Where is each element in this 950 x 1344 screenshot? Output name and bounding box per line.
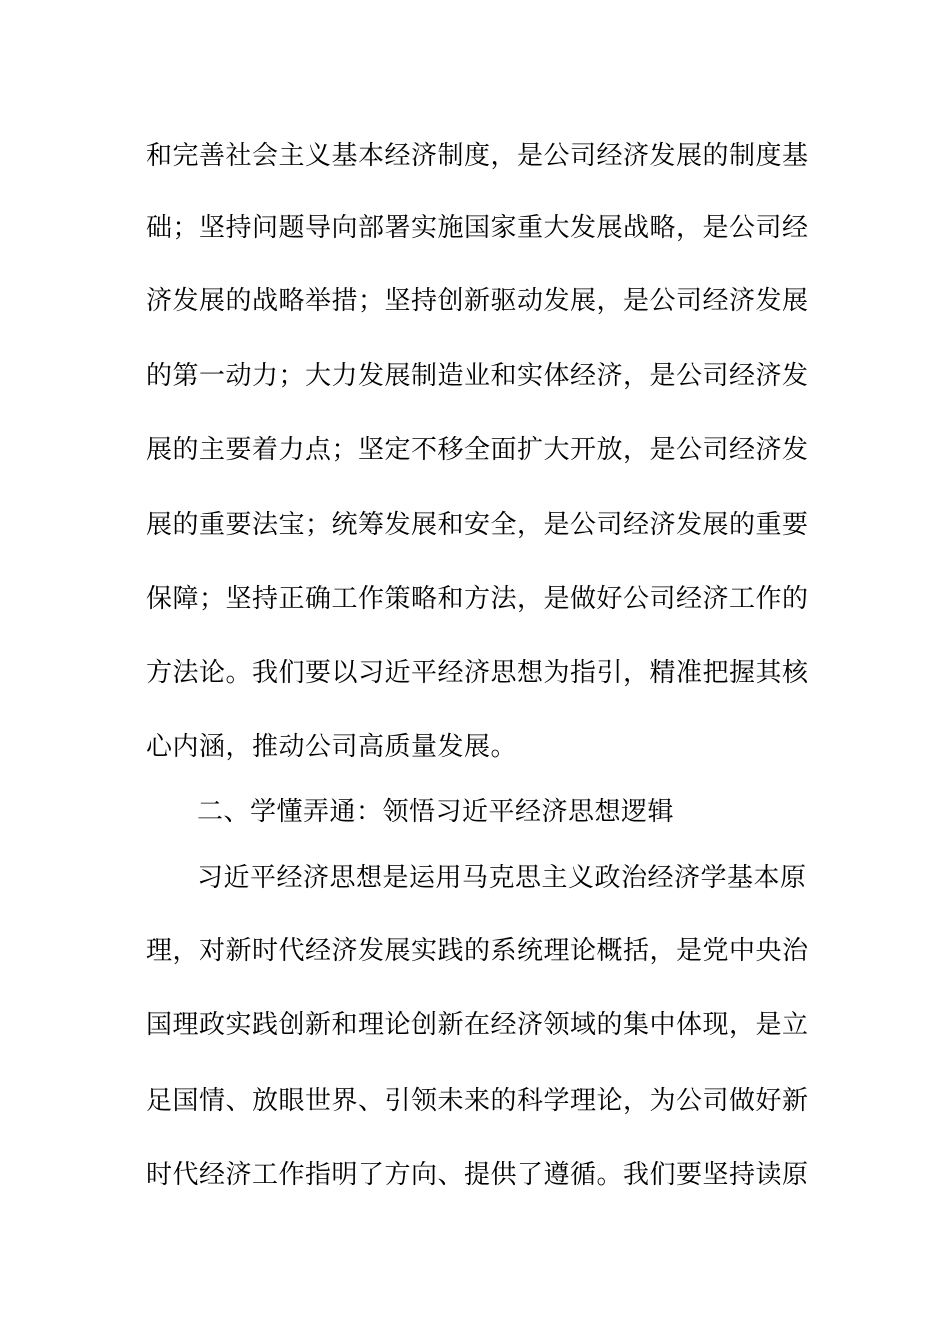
- paragraph-line: 展的主要着力点；坚定不移全面扩大开放，是公司经济发: [146, 435, 809, 465]
- paragraph-line: 展的重要法宝；统筹发展和安全，是公司经济发展的重要: [146, 510, 809, 540]
- paragraph-line: 保障；坚持正确工作策略和方法，是做好公司经济工作的: [146, 584, 809, 614]
- paragraph-line: 心内涵，推动公司高质量发展。: [146, 732, 518, 762]
- paragraph-line: 国理政实践创新和理论创新在经济领域的集中体现，是立: [146, 1010, 809, 1040]
- paragraph-line: 习近平经济思想是运用马克思主义政治经济学基本原: [197, 863, 807, 893]
- paragraph-line: 方法论。我们要以习近平经济思想为指引，精准把握其核: [146, 658, 809, 688]
- paragraph-line: 和完善社会主义基本经济制度，是公司经济发展的制度基: [146, 141, 809, 171]
- paragraph-line: 理，对新时代经济发展实践的系统理论概括，是党中央治: [146, 936, 809, 966]
- paragraph-line: 时代经济工作指明了方向、提供了遵循。我们要坚持读原: [146, 1160, 809, 1190]
- paragraph-line: 础；坚持问题导向部署实施国家重大发展战略，是公司经: [146, 213, 809, 243]
- section-heading: 二、学懂弄通：领悟习近平经济思想逻辑: [197, 797, 675, 827]
- paragraph-line: 足国情、放眼世界、引领未来的科学理论，为公司做好新: [146, 1086, 809, 1116]
- paragraph-line: 济发展的战略举措；坚持创新驱动发展，是公司经济发展: [146, 286, 809, 316]
- paragraph-line: 的第一动力；大力发展制造业和实体经济，是公司经济发: [146, 361, 809, 391]
